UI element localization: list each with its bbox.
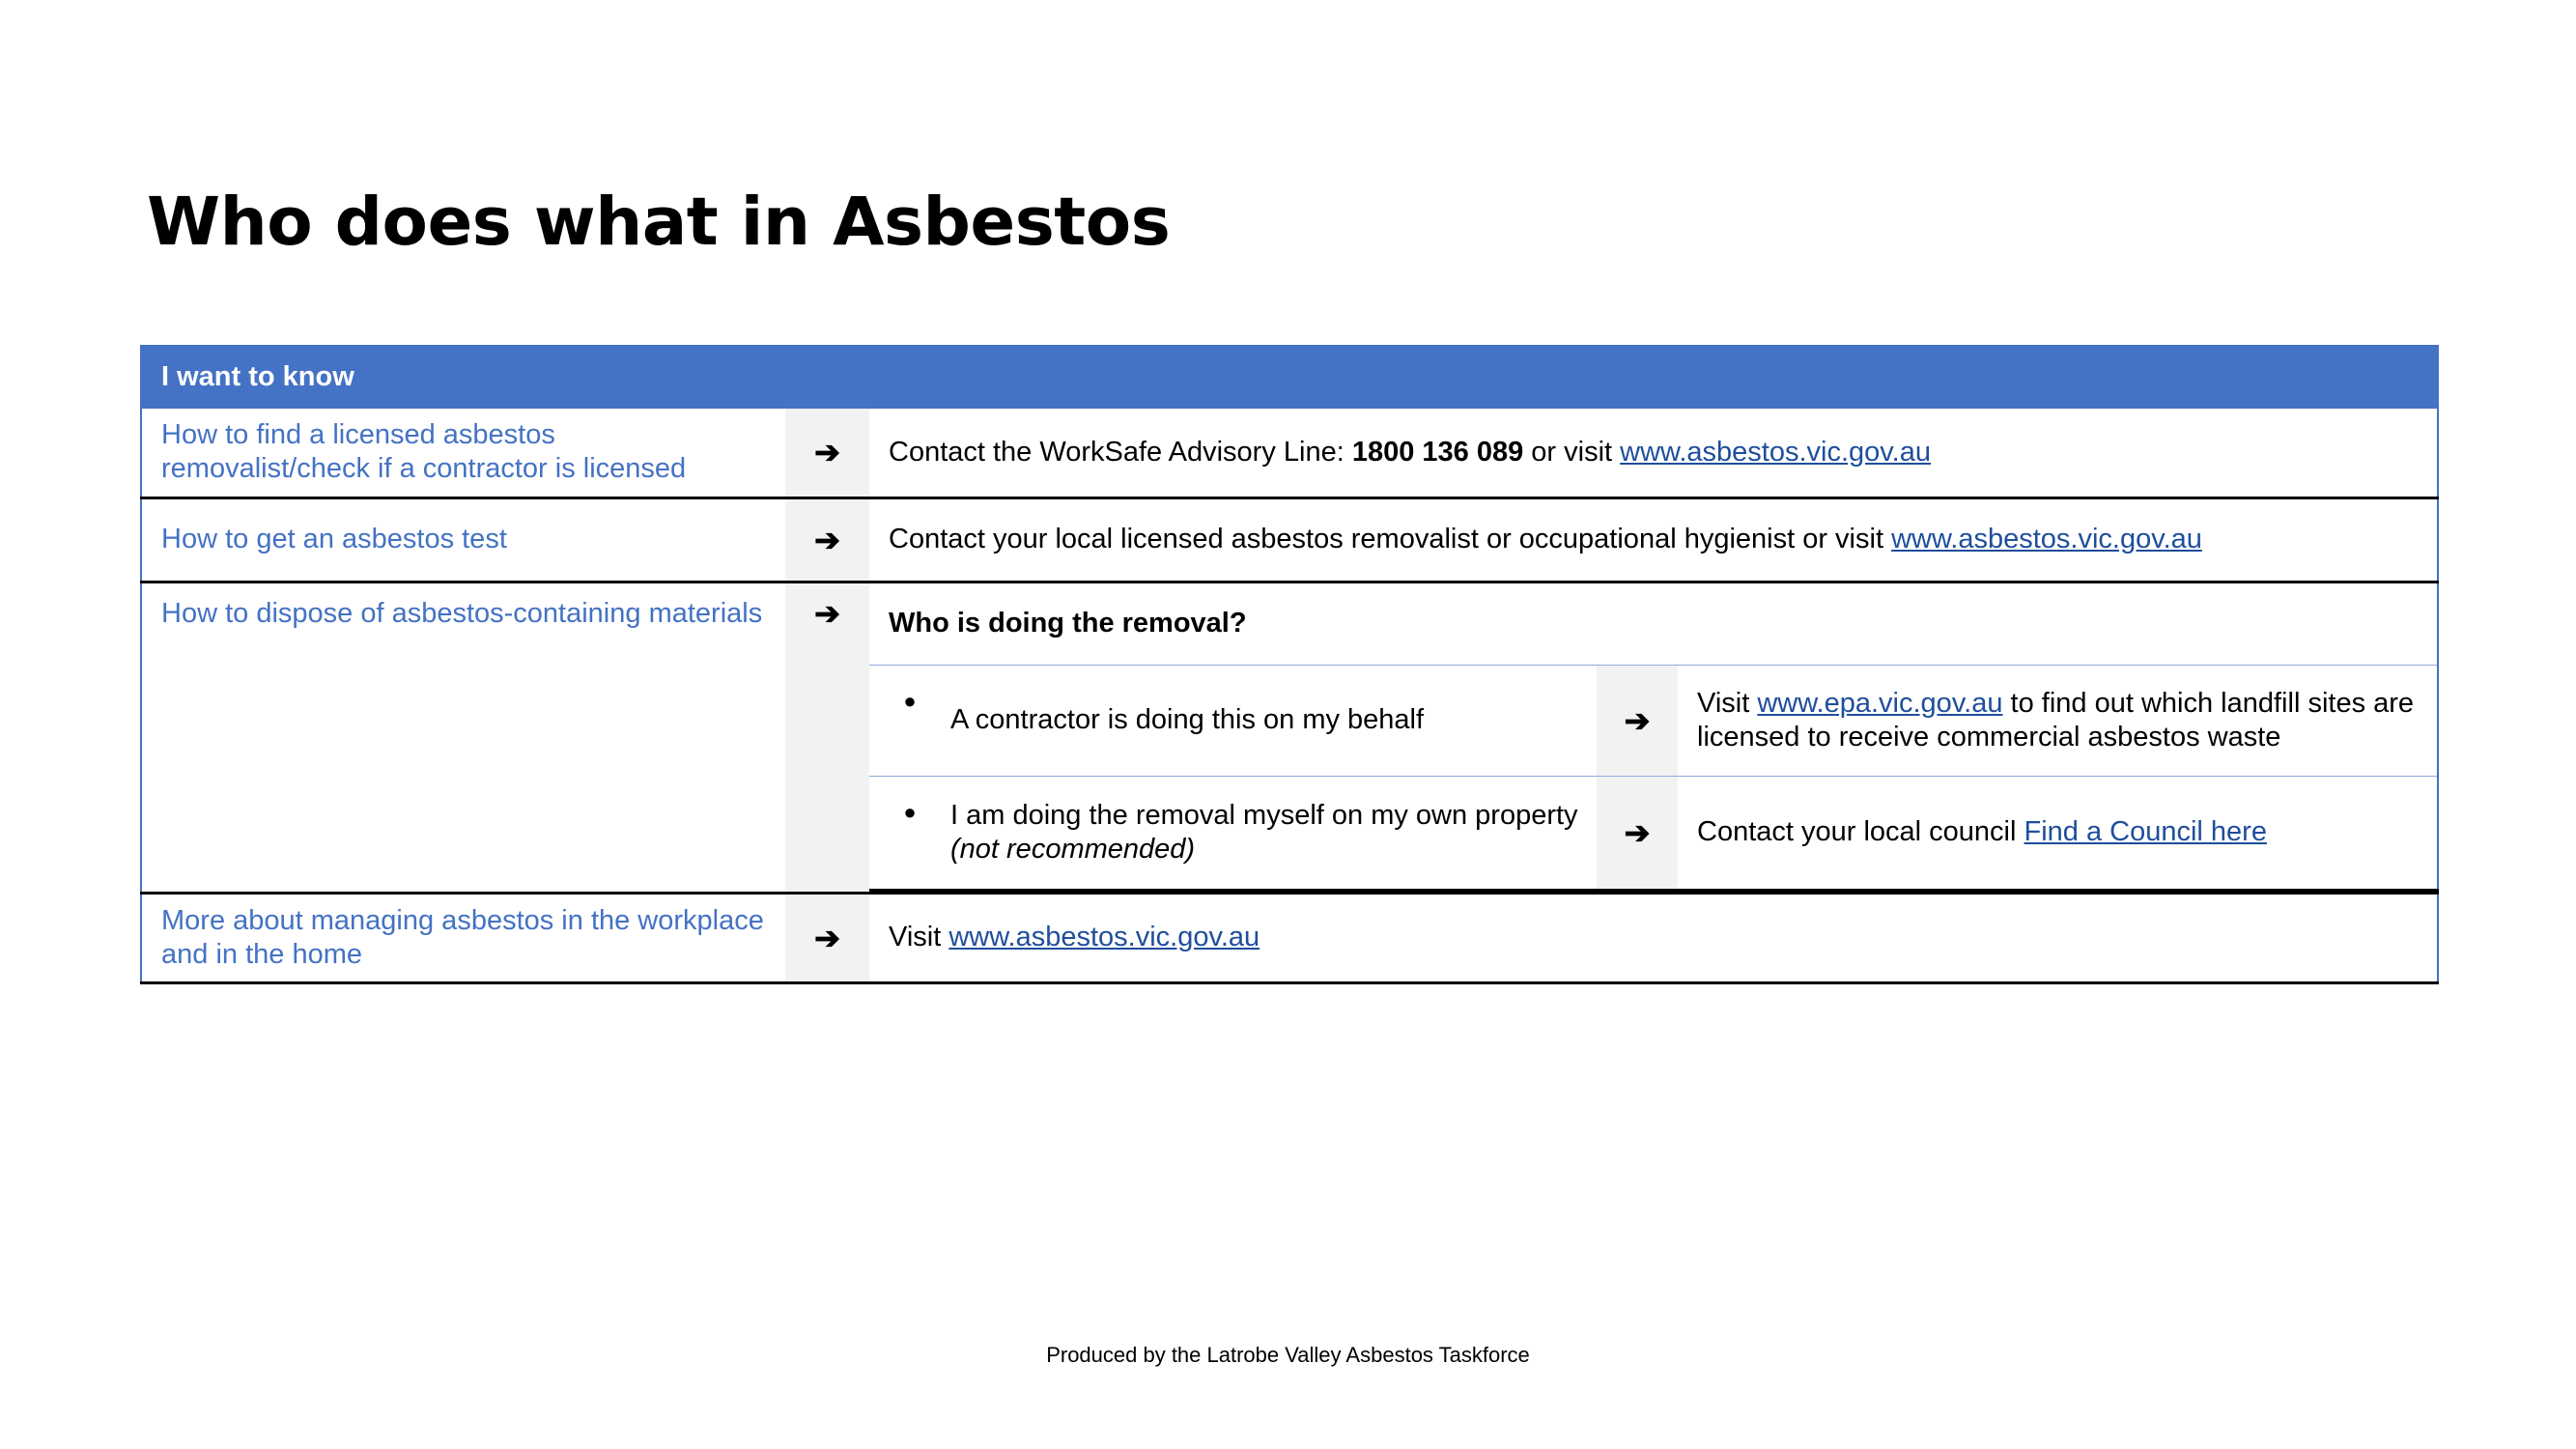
option-label <box>950 776 1597 890</box>
option-label-note: (not recommended) <box>950 833 1196 865</box>
bullet-icon: ● <box>869 776 950 890</box>
epa-website-link[interactable]: www.epa.vic.gov.au <box>1757 687 2003 719</box>
question-cell: How to find a licensed asbestos removalist/check if a contractor is licensed <box>141 408 785 497</box>
bullet-icon: ● <box>869 665 950 776</box>
question-cell: More about managing asbestos in the workplace and in the home <box>141 893 785 982</box>
option-label-text: I am doing the removal myself on my own property <box>950 799 1578 831</box>
table-header: I want to know <box>141 346 2438 408</box>
find-council-link[interactable]: Find a Council here <box>2024 816 2267 847</box>
arrow-right-icon: ➔ <box>785 893 869 982</box>
info-table-wrapper <box>140 345 2437 984</box>
answer-cell <box>869 497 2438 582</box>
option-row <box>869 665 2438 776</box>
answer-text: Visit <box>889 922 949 952</box>
table-row <box>141 497 2438 582</box>
disposal-options-cell <box>869 582 2438 893</box>
answer-cell <box>869 893 2438 982</box>
phone-number: 1800 136 089 <box>1351 436 1524 468</box>
answer-text: Contact your local licensed asbestos removalist or occupational hygienist or visit <box>889 524 1892 554</box>
asbestos-website-link[interactable]: www.asbestos.vic.gov.au <box>948 922 1260 952</box>
option-result <box>1678 665 2438 776</box>
result-text: Contact your local council <box>1697 816 2024 847</box>
table-header-row <box>141 346 2438 408</box>
question-cell: How to get an asbestos test <box>141 497 785 582</box>
disposal-options-table <box>869 583 2439 892</box>
arrow-right-icon: ➔ <box>785 582 869 893</box>
result-text: Visit <box>1697 687 1758 719</box>
footer-text: Produced by the Latrobe Valley Asbestos Taskforce <box>1046 1343 1530 1367</box>
answer-text: Contact the WorkSafe Advisory Line: <box>889 436 1352 468</box>
question-cell: How to dispose of asbestos-containing materials <box>141 582 785 893</box>
info-table <box>140 345 2439 984</box>
option-row <box>869 776 2438 890</box>
table-row <box>141 893 2438 982</box>
table-row <box>141 582 2438 893</box>
arrow-right-icon: ➔ <box>785 497 869 582</box>
asbestos-website-link[interactable]: www.asbestos.vic.gov.au <box>1620 436 1931 468</box>
option-label: A contractor is doing this on my behalf <box>950 665 1597 776</box>
answer-cell <box>869 408 2438 497</box>
page-title: Who does what in Asbestos <box>147 184 1171 261</box>
asbestos-website-link[interactable]: www.asbestos.vic.gov.au <box>1891 524 2202 554</box>
sub-heading-row <box>869 583 2438 666</box>
arrow-right-icon: ➔ <box>1597 776 1678 890</box>
option-result <box>1678 776 2438 890</box>
answer-text: or visit <box>1523 436 1621 468</box>
arrow-right-icon: ➔ <box>1597 665 1678 776</box>
sub-heading: Who is doing the removal? <box>869 583 2438 666</box>
arrow-right-icon: ➔ <box>785 408 869 497</box>
table-row <box>141 408 2438 497</box>
result-text: to find out which landfill sites are licensed to receive commercial asbestos waste <box>1697 687 2415 753</box>
